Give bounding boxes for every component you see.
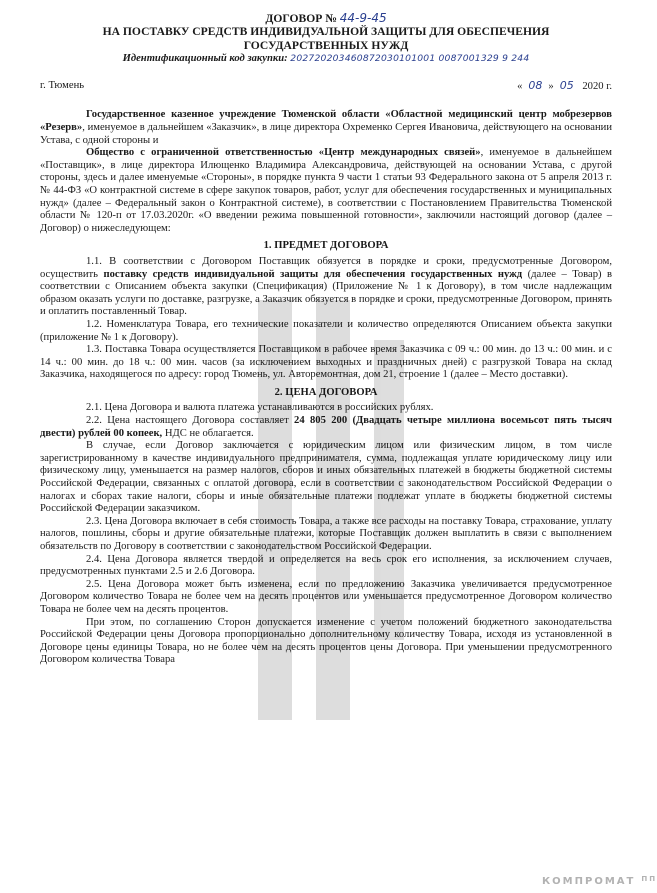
contract-price: 24 805 200 (Двадцать четыре миллиона восемьсот пять тысяч двести) рублей 00 копеек,	[40, 415, 612, 439]
clause-2-2-note: В случае, если Договор заключается с юридическим лицом или физическим лицом, в том числе зарегистрированному в качестве индивидуального предпринимателя, сумма, подлежащая уплате юридическому лицу или физическому лицу, уменьшается на размер налогов, сборов и иных обязательных платежей в бюджеты бюджетной системы Российской Федерации, связанных с оплатой договора, если в соответствии с законодательством Российской Федерации о налогах и сборах такие налоги, сборы и иные обязательные платежи подлежат уплате в бюджеты бюджетной системы Российской Федерации заказчиком.	[40, 440, 612, 515]
supplier-paragraph	[40, 147, 612, 235]
clause-2-5: 2.5. Цена Договора может быть изменена, если по предложению Заказчика увеличивается предусмотренное Договором количество Товара не более чем на десять процентов или уменьшается предусмотренное Договором количество Товара не более чем на десять процентов.	[40, 578, 612, 615]
title-line-2: НА ПОСТАВКУ СРЕДСТВ ИНДИВИДУАЛЬНОЙ ЗАЩИТЫ ДЛЯ ОБЕСПЕЧЕНИЯ	[102, 25, 550, 39]
supplier-text: , именуемое в дальнейшем «Поставщик», в лице директора Илющенко Владимира Александровича, действующей на основании Устава, с другой стороны, здесь и далее именуемые «Стороны», в порядке пункта 9 части 1 статьи 93 Федерального закона от 5 апреля 2013 г. № 44-ФЗ «О контрактной системе в сфере закупок товаров, работ, услуг для обеспечения государственных и муниципальных нужд» (далее – Федеральный закон о Контрактной системе), в соответствии с Постановлением Правительства Тюменской области № 120-п от 17.03.2020г. «О введении режима повышенной готовности», заключили настоящий договор (далее – Договор) о нижеследующем:	[40, 147, 612, 234]
date-year: 2020 г.	[582, 80, 612, 92]
procurement-id-code: 202720203460872030101001 0087001329 9 244	[290, 53, 530, 65]
title-prefix: ДОГОВОР №	[265, 12, 337, 25]
title-line-3: ГОСУДАРСТВЕННЫХ НУЖД	[243, 38, 409, 52]
clause-2-1: 2.1. Цена Договора и валюта платежа устанавливаются в российских рублях.	[86, 402, 434, 414]
clause-1-3: 1.3. Поставка Товара осуществляется Поставщиком в рабочее время Заказчика с 09 ч.: 00 мин. до 13 ч.: 00 мин. и с 14 ч.: 00 мин. до 18 ч.: 00 мин. часов (за исключением выходных и праздничных дней) с разгрузкой Товара на склад Заказчика, находящегося по адресу: город Тюмень, ул. Авторемонтная, дом 21, строение 1 (далее – Место доставки).	[40, 344, 612, 381]
section-1-title: 1. ПРЕДМЕТ ДОГОВОРА	[263, 240, 389, 252]
procurement-id-label: Идентификационный код закупки:	[122, 53, 288, 65]
customer-text: , именуемое в дальнейшем «Заказчик», в лице директора Охременко Сергея Ивановича, действующего на основании Устава, с одной стороны и	[40, 122, 612, 146]
clause-1-1-subject: поставку средств индивидуальной защиты для обеспечения государственных нужд	[103, 268, 523, 280]
city-date-row	[40, 80, 612, 94]
date-day: 08	[528, 78, 543, 92]
clause-1-1	[40, 256, 612, 319]
clause-1-1-text-b: (далее – Товар) в соответствии с Описанием объекта закупки (Спецификация) (Приложение № 1 к Договору), в том числе надлежащим образом оказать услуги по доставке, разгрузке, а Заказчик обязуется в порядке и сроки, предусмотренные Договором, принять и оплатить поставленный Товар.	[40, 268, 613, 318]
clause-1-1-text-a: 1.1. В соответствии с Договором Поставщик обязуется в порядке и сроки, предусмотренные Договором, осуществить	[40, 255, 612, 280]
clause-2-2-text-b: НДС не облагается.	[162, 427, 254, 439]
city: г. Тюмень	[40, 79, 85, 91]
clause-2-2	[40, 415, 612, 440]
clause-2-5-continuation: При этом, по соглашению Сторон допускается изменение с учетом положений бюджетного законодательства Российской Федерации цены Договора пропорционально дополнительному количеству Товара, исходя из установленной в Договоре цены единицы Товара, но не более чем на десять процентов цены Договора. При уменьшении предусмотренного Договором количества Товара	[40, 616, 612, 666]
procurement-id-line	[40, 53, 612, 66]
section-2-title: 2. ЦЕНА ДОГОВОРА	[274, 386, 378, 398]
clause-1-2: 1.2. Номенклатура Товара, его технические показатели и количество определяются Описанием объекта закупки (приложение № 1 к Договору).	[40, 318, 612, 343]
clause-2-4: 2.4. Цена Договора является твердой и определяется на весь срок его исполнения, за исключением случаев, предусмотренных пунктами 2.5 и 2.6 Договора.	[40, 553, 612, 578]
date-open-quote: «	[517, 80, 523, 92]
clause-2-2-text-a: 2.2. Цена настоящего Договора составляет	[86, 415, 295, 427]
customer-paragraph	[40, 109, 612, 147]
contract-title	[40, 12, 612, 25]
contract-number-handwritten: 44-9-45	[339, 11, 387, 25]
customer-name: Государственное казенное учреждение Тюменской области «Областной медицинский центр мобрезервов «Резерв»	[40, 109, 612, 133]
footer-logo	[542, 876, 657, 887]
date-month: 05	[559, 78, 574, 92]
supplier-name: Общество с ограниченной ответственностью «Центр международных связей»	[86, 147, 481, 159]
footer-logo-suffix: ПП	[641, 875, 657, 883]
footer-logo-text: КОМПРОМАТ	[542, 876, 636, 887]
date-close-quote: »	[548, 80, 554, 92]
contract-date	[517, 80, 612, 94]
clause-2-3: 2.3. Цена Договора включает в себя стоимость Товара, а также все расходы на поставку Товара, страхование, уплату налогов, пошлины, сборы и другие обязательные платежи, которые Поставщик должен выплатить в связи с выполнением обязательств по Договору в соответствии с законодательством Российской Федерации.	[40, 515, 612, 552]
